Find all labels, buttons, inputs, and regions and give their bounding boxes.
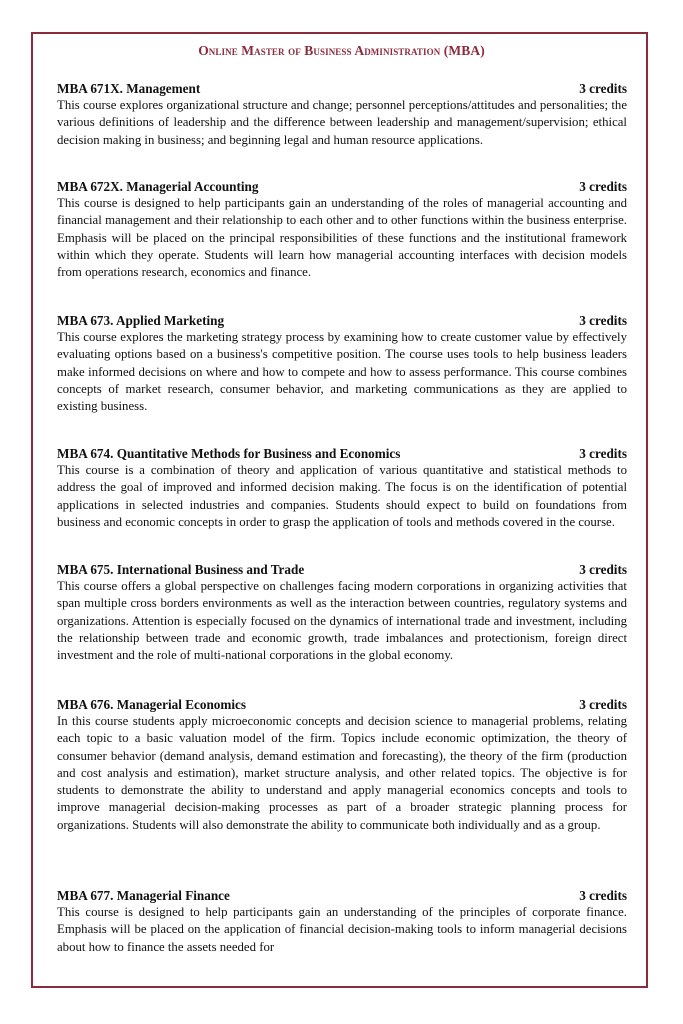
course-description: This course is designed to help participants gain an understanding of the roles of managerial accounting and financial management and their relationship to each other and to other functions within the business enterprise. Emphasis will be placed on the principal responsibilities of these functions and the institutional framework within which they operate. Students will learn how managerial accounting interfaces with decision models from operations research, economics and finance. [57, 196, 627, 280]
course-description: This course offers a global perspective on challenges facing modern corporations in organizing activities that span multiple cross borders environments as well as the interaction between countries, regulatory systems and organizations. Attention is especially focused on the dynamics of international trade and investment, including the relationship between trade and economic growth, trade imbalances and protectionism, foreign direct investment and the role of multi-national corporations in the global economy. [57, 579, 627, 663]
course-header [57, 313, 627, 329]
course-description: In this course students apply microeconomic concepts and decision science to managerial problems, relating each topic to a basic valuation model of the firm. Topics include economic optimization, the theory of consumer behavior (demand analysis, demand estimation and forecasting), the theory of the firm (production and cost analysis and estimation), market structure analysis, and other related topics. The objective is for students to demonstrate the ability to understand and apply managerial economics concepts and tools to improve managerial decision-making processes as part of a broader strategic planning process for organizations. Students will also demonstrate the ability to communicate both individually and as a group. [57, 714, 627, 832]
course-description: This course is designed to help participants gain an understanding of the principles of corporate finance. Emphasis will be placed on the application of financial decision-making tools to inform managerial decisions about how to finance the assets needed for [57, 905, 627, 954]
course-description: This course explores organizational structure and change; personnel perceptions/attitudes and personalities; the various definitions of leadership and the difference between leadership and management/supervision; ethical decision making in business; and beginning legal and human resource applications. [57, 98, 627, 147]
course-description: This course is a combination of theory and application of various quantitative and statistical methods to address the goal of improved and informed decision making. The focus is on the identification of potential applications in selected industries and companies. Students should expect to build on foundations from business and economic concepts in order to grasp the application of tools and methods covered in the course. [57, 463, 627, 529]
course-title: MBA 671X. Management [57, 81, 201, 96]
course-credits: 3 credits [579, 446, 627, 461]
course-credits: 3 credits [579, 697, 627, 712]
course-title: MBA 676. Managerial Economics [57, 697, 247, 712]
course-title: MBA 677. Managerial Finance [57, 888, 230, 903]
course-title: MBA 674. Quantitative Methods for Business and Economics [57, 446, 401, 461]
course-credits: 3 credits [579, 313, 627, 328]
course-header [57, 81, 627, 97]
course-title: MBA 673. Applied Marketing [57, 313, 225, 328]
course-credits: 3 credits [579, 81, 627, 96]
course-header [57, 697, 627, 713]
course-mba-672x [57, 179, 627, 281]
course-mba-676 [57, 697, 627, 834]
course-mba-673 [57, 313, 627, 415]
course-credits: 3 credits [579, 562, 627, 577]
course-mba-671x [57, 81, 627, 149]
course-title: MBA 675. International Business and Trade [57, 562, 305, 577]
course-title: MBA 672X. Managerial Accounting [57, 179, 259, 194]
course-credits: 3 credits [579, 888, 627, 903]
course-mba-674 [57, 446, 627, 531]
course-header [57, 562, 627, 578]
course-header [57, 179, 627, 195]
course-credits: 3 credits [579, 179, 627, 194]
course-header [57, 888, 627, 904]
course-description: This course explores the marketing strategy process by examining how to create customer value by effectively evaluating options based on a business's competitive position. The course uses tools to help business leaders make informed decisions on where and how to compete and how to assess performance. This course combines concepts of market research, consumer behavior, and marketing communications as they are applied to existing business. [57, 330, 627, 414]
course-header [57, 446, 627, 462]
course-mba-677 [57, 888, 627, 956]
document-title: Online Master of Business Administration (MBA) [198, 43, 485, 58]
course-mba-675 [57, 562, 627, 664]
